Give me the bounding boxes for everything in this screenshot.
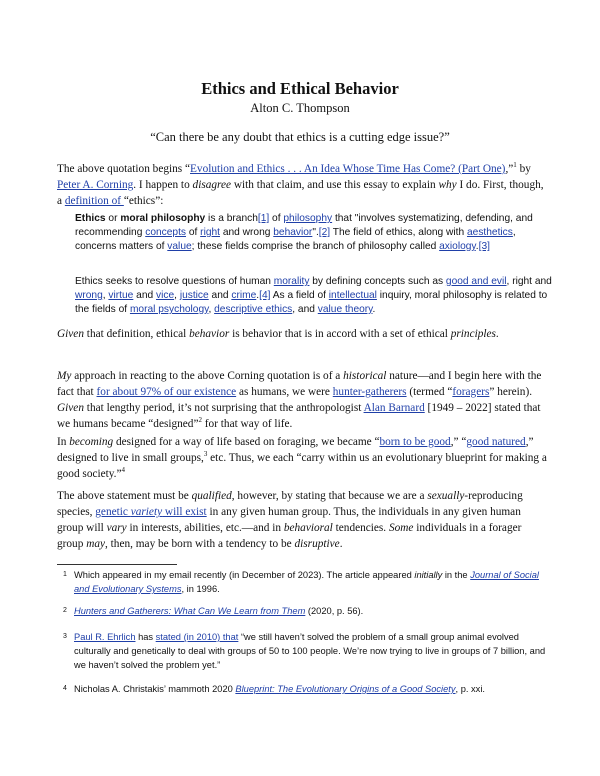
link-intellectual[interactable]: intellectual xyxy=(328,290,377,301)
link-aesthetics[interactable]: aesthetics xyxy=(466,227,513,238)
link-hunter-gatherers[interactable]: hunter-gatherers xyxy=(332,386,407,398)
ref-link-4[interactable]: [4] xyxy=(259,290,271,301)
ethical-behavior-paragraph: Given that definition, ethical behavior is behavior that is in accord with a set of ethical principles. xyxy=(57,328,499,340)
footnote-1: 1 Which appeared in my email recently (in December of 2023). The article appeared initially in the Journal of Social and Evolutionary Systems, in 1996. xyxy=(63,570,539,594)
footnote-ref-3[interactable]: 3 xyxy=(203,450,208,459)
link-behavior[interactable]: behavior xyxy=(273,227,313,238)
link-born-to-be-good[interactable]: born to be good xyxy=(379,436,451,448)
ref-link-3[interactable]: [3] xyxy=(478,241,490,252)
footnote-separator xyxy=(57,564,177,565)
definition-quote-2: Ethics seeks to resolve questions of human morality by defining concepts such as good and evil, right and wrong, virtue and vice, justice and crime.[4] As a field of intellectual inquiry, moral philosophy is related to the fields of moral psychology, descriptive ethics, and value theory. xyxy=(75,276,552,315)
link-peter-corning[interactable]: Peter A. Corning xyxy=(57,179,134,191)
intro-paragraph: The above quotation begins “Evolution and Ethics . . . An Idea Whose Time Has Come? (Part One),”$^1$ by Peter A. Corning. I happen to disagree with that claim, and use this essay to explain why I do. First, though, a definition of “ethics”: xyxy=(57,161,544,207)
qualification-paragraph: The above statement must be qualified, however, by stating that because we are a sexually-reproducing species, genetic variety will exist in any given human group. Thus, the individuals in any given human group will vary in interests, abilities, etc.—and in behavioral tendencies. Some individuals in a forager group may, then, may be born with a tendency to be disruptive. xyxy=(57,490,523,550)
footnote-3: 3 Paul R. Ehrlich has stated (in 2010) that “we still haven’t solved the problem of a small group animal evolved culturally and genetically to deal with groups of 50 to 100 people. We’re now trying to live in groups of 7 billion, and we haven’t solved the problem yet.” xyxy=(63,632,546,670)
link-value-theory[interactable]: value theory xyxy=(317,304,373,315)
link-justice[interactable]: justice xyxy=(179,290,209,301)
document-title: Ethics and Ethical Behavior xyxy=(201,79,399,98)
link-97-percent[interactable]: for about 97% of our existence xyxy=(96,386,237,398)
link-right[interactable]: right xyxy=(200,227,220,238)
link-value[interactable]: value xyxy=(167,241,192,252)
footnote-ref-1[interactable]: 1 xyxy=(513,161,517,170)
footnote-ref-2[interactable]: 2 xyxy=(198,416,202,425)
ref-link-2[interactable]: [2] xyxy=(318,227,331,238)
link-vice[interactable]: vice xyxy=(156,290,175,301)
footnote-ref-4[interactable]: 4 xyxy=(121,466,126,475)
link-moral-psychology[interactable]: moral psychology xyxy=(129,304,209,315)
link-good-natured[interactable]: good natured xyxy=(466,436,526,448)
epigraph-quote: “Can there be any doubt that ethics is a cutting edge issue?” xyxy=(150,130,450,144)
link-philosophy[interactable]: philosophy xyxy=(283,213,333,224)
historical-approach-paragraph: My approach in reacting to the above Corning quotation is of a historical nature—and I begin here with the fact that for about 97% of our existence as humans, we were hunter-gatherers (termed “foragers” herein). Given that lengthy period, it’s not surprising that the anthropologist Alan Barnard [1949 – 2022] stated that we humans became “designed”$^2$ for that way of life. xyxy=(57,370,542,430)
link-virtue[interactable]: virtue xyxy=(108,290,134,301)
link-good-and-evil[interactable]: good and evil xyxy=(445,276,507,287)
footnote-2: 2 Hunters and Gatherers: What Can We Learn from Them (2020, p. 56). xyxy=(63,606,364,616)
link-morality[interactable]: morality xyxy=(273,276,310,287)
link-genetic-variety[interactable]: genetic variety will exist xyxy=(95,506,207,518)
link-foragers[interactable]: foragers xyxy=(452,386,490,398)
link-hunters-and-gatherers-book[interactable]: Hunters and Gatherers: What Can We Learn from Them xyxy=(74,606,306,616)
link-descriptive-ethics[interactable]: descriptive ethics xyxy=(214,304,293,315)
link-axiology[interactable]: axiology xyxy=(439,241,476,252)
link-evolution-and-ethics[interactable]: Evolution and Ethics . . . An Idea Whose Time Has Come? (Part One) xyxy=(190,163,506,175)
link-paul-ehrlich[interactable]: Paul R. Ehrlich xyxy=(74,632,136,642)
born-to-be-good-paragraph: In becoming designed for a way of life based on foraging, we became “born to be good,” “good natured,” designed to live in small groups,$^3$ etc. Thus, we each “carry within us an evolutionary blueprint for making a good society.”$^4$ xyxy=(57,436,547,480)
definition-quote-1: Ethics or moral philosophy is a branch[1] of philosophy that "involves systematizing, defending, and recommending concepts of right and wrong behavior".[2] The field of ethics, along with aesthetics, concerns matters of value; these fields comprise the branch of philosophy called axiology.[3] xyxy=(75,213,533,252)
link-alan-barnard[interactable]: Alan Barnard xyxy=(363,402,425,414)
link-crime[interactable]: crime xyxy=(231,290,257,301)
footnote-4: 4 Nicholas A. Christakis’ mammoth 2020 Blueprint: The Evolutionary Origins of a Good Society, p. xxi. xyxy=(63,684,485,694)
author-name: Alton C. Thompson xyxy=(250,101,350,115)
link-wrong[interactable]: wrong xyxy=(75,290,103,301)
ref-link-1[interactable]: [1] xyxy=(257,213,270,224)
link-journal[interactable]: Journal of Social and Evolutionary Systems xyxy=(74,570,539,594)
link-definition[interactable]: definition of xyxy=(64,195,124,207)
link-stated-2010[interactable]: stated (in 2010) that xyxy=(155,632,239,642)
link-concepts[interactable]: concepts xyxy=(145,227,186,238)
link-blueprint-book[interactable]: Blueprint: The Evolutionary Origins of a Good Society xyxy=(235,684,456,694)
